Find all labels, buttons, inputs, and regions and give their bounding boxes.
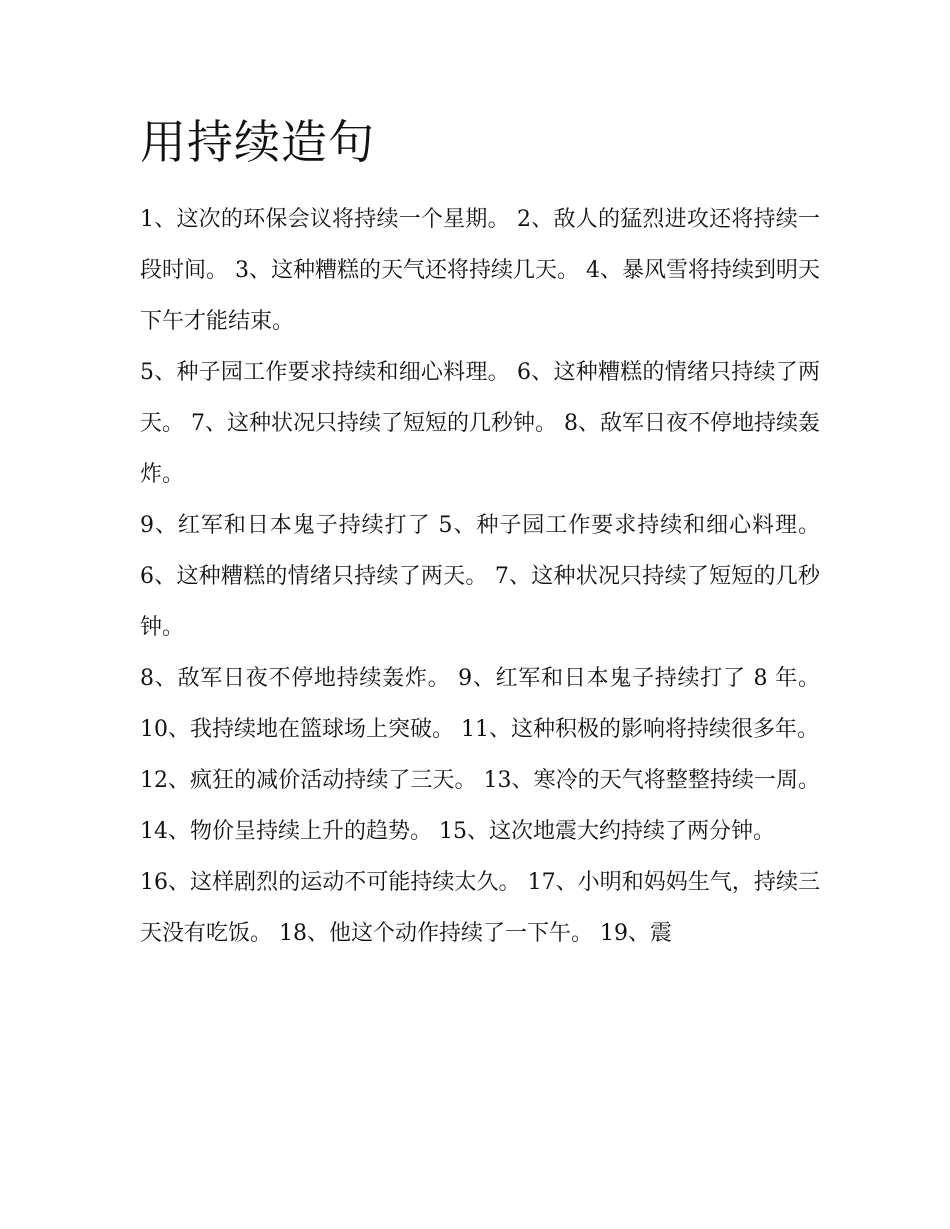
- paragraph-5: 12、疯狂的减价活动持续了三天。 13、寒冷的天气将整整持续一周。 14、物价呈持续上升的趋势。 15、这次地震大约持续了两分钟。: [140, 768, 820, 844]
- paragraph-2: 5、种子园工作要求持续和细心料理。 6、这种糟糕的情绪只持续了两天。 7、这种状况只持续了短短的几秒钟。 8、敌军日夜不停地持续轰炸。: [140, 360, 820, 487]
- document-page: [140, 112, 820, 959]
- paragraph-1: 1、这次的环保会议将持续一个星期。 2、敌人的猛烈进攻还将持续一段时间。 3、这种糟糕的天气还将持续几天。 4、暴风雪将持续到明天下午才能结束。: [140, 207, 820, 334]
- paragraph-3: 9、红军和日本鬼子持续打了 5、种子园工作要求持续和细心料理。 6、这种糟糕的情绪只持续了两天。 7、这种状况只持续了短短的几秒钟。: [140, 513, 820, 640]
- paragraph-6: 16、这样剧烈的运动不可能持续太久。 17、小明和妈妈生气，持续三天没有吃饭。 18、他这个动作持续了一下午。 19、震: [140, 870, 820, 946]
- page-title: 用持续造句: [140, 115, 375, 169]
- paragraph-4: 8、敌军日夜不停地持续轰炸。 9、红军和日本鬼子持续打了 8 年。 10、我持续地在篮球场上突破。 11、这种积极的影响将持续很多年。: [140, 666, 820, 742]
